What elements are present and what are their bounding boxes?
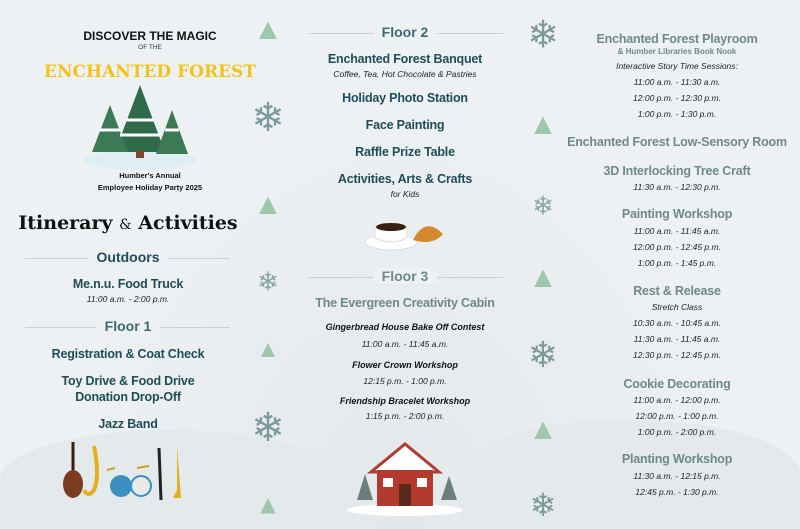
story-time-label: Interactive Story Time Sessions: bbox=[616, 61, 738, 71]
tree-icon: ▲ bbox=[528, 413, 558, 446]
section-outdoors: Outdoors bbox=[89, 249, 168, 265]
tagline: DISCOVER THE MAGIC bbox=[83, 29, 217, 43]
section-floor-2: Floor 2 bbox=[374, 24, 437, 40]
subtitle-line2: Employee Holiday Party 2025 bbox=[97, 183, 203, 192]
tree-icon: ▲ bbox=[255, 489, 281, 520]
title-part: Itinerary bbox=[18, 212, 113, 234]
photo-station: Holiday Photo Station bbox=[342, 91, 468, 105]
snowflake-icon: ❄ bbox=[251, 96, 285, 140]
gingerbread-contest: Gingerbread House Bake Off Contest bbox=[325, 322, 485, 332]
raffle-table: Raffle Prize Table bbox=[355, 145, 455, 159]
tree-craft: 3D Interlocking Tree Craft bbox=[603, 164, 751, 178]
tree-icon: ▲ bbox=[528, 108, 558, 141]
donation-drop-off: Donation Drop-Off bbox=[75, 390, 181, 404]
snowflake-icon: ❄ bbox=[251, 406, 285, 450]
snowflake-icon: ❄ bbox=[257, 266, 279, 297]
playroom: Enchanted Forest Playroom bbox=[596, 32, 758, 46]
section-floor-3: Floor 3 bbox=[374, 268, 437, 284]
rest-time: 12:30 p.m. - 12:45 p.m. bbox=[633, 350, 721, 360]
tagline-sub: OF THE bbox=[138, 44, 162, 51]
rest-release: Rest & Release bbox=[633, 284, 721, 298]
cookie-time: 1:00 p.m. - 2:00 p.m. bbox=[637, 427, 717, 437]
snowflake-icon: ❄ bbox=[527, 334, 559, 375]
playroom-sub: & Humber Libraries Book Nook bbox=[617, 47, 737, 56]
cabin-illustration bbox=[345, 440, 465, 516]
tree-icon: ▲ bbox=[253, 13, 283, 46]
tree-icon: ▲ bbox=[256, 336, 280, 363]
food-truck: Me.n.u. Food Truck bbox=[72, 277, 184, 291]
painting-time: 11:00 a.m. - 11:45 a.m. bbox=[633, 226, 721, 236]
banquet: Enchanted Forest Banquet bbox=[327, 52, 483, 66]
snowflake-icon: ❄ bbox=[529, 487, 557, 523]
snowy-trees-illustration bbox=[80, 80, 200, 170]
cookie-decorating: Cookie Decorating bbox=[623, 377, 731, 391]
activities-arts-crafts: Activities, Arts & Crafts bbox=[337, 172, 473, 186]
instruments-illustration bbox=[59, 440, 189, 504]
toy-drive: Toy Drive & Food Drive bbox=[61, 374, 195, 388]
painting-time: 12:00 p.m. - 12:45 p.m. bbox=[633, 242, 721, 252]
enchanted-forest-logo: ENCHANTED FOREST bbox=[44, 62, 256, 82]
tree-icon: ▲ bbox=[528, 261, 558, 294]
registration: Registration & Coat Check bbox=[51, 347, 205, 361]
rest-sub: Stretch Class bbox=[651, 302, 703, 312]
friendship-bracelet: Friendship Bracelet Workshop bbox=[339, 396, 471, 406]
planting-time: 12:45 p.m. - 1:30 p.m. bbox=[635, 487, 719, 497]
painting-workshop: Painting Workshop bbox=[621, 207, 733, 221]
tree-craft-time: 11:30 a.m. - 12:30 p.m. bbox=[633, 182, 721, 192]
tree-icon: ▲ bbox=[253, 188, 283, 221]
low-sensory-room: Enchanted Forest Low-Sensory Room bbox=[567, 135, 787, 149]
evergreen-cabin: The Evergreen Creativity Cabin bbox=[315, 296, 495, 310]
section-floor-1: Floor 1 bbox=[97, 318, 160, 334]
gingerbread-time: 11:00 a.m. - 11:45 a.m. bbox=[361, 339, 449, 349]
activities-sub: for Kids bbox=[390, 189, 420, 199]
jazz-band: Jazz Band bbox=[98, 417, 158, 431]
snow-hill bbox=[460, 420, 800, 529]
title-amp: & bbox=[119, 217, 132, 233]
story-time: 12:00 p.m. - 12:30 p.m. bbox=[633, 93, 721, 103]
story-time: 1:00 p.m. - 1:30 p.m. bbox=[637, 109, 717, 119]
title-part: Activities bbox=[138, 212, 238, 234]
flower-crown-time: 12:15 p.m. - 1:00 p.m. bbox=[363, 376, 447, 386]
subtitle-line1: Humber's Annual bbox=[119, 171, 181, 180]
cookie-time: 12:00 p.m. - 1:00 p.m. bbox=[635, 411, 719, 421]
cookie-time: 11:00 a.m. - 12:00 p.m. bbox=[633, 395, 721, 405]
rest-time: 10:30 a.m. - 10:45 a.m. bbox=[633, 318, 721, 328]
coffee-croissant-illustration bbox=[363, 212, 447, 252]
story-time: 11:00 a.m. - 11:30 a.m. bbox=[633, 77, 721, 87]
snowflake-icon: ❄ bbox=[532, 190, 554, 221]
planting-time: 11:30 a.m. - 12:15 p.m. bbox=[633, 471, 721, 481]
snowflake-icon: ❄ bbox=[527, 14, 559, 57]
planting-workshop: Planting Workshop bbox=[621, 452, 733, 466]
flower-crown: Flower Crown Workshop bbox=[352, 360, 458, 370]
rest-time: 11:30 a.m. - 11:45 a.m. bbox=[633, 334, 721, 344]
face-painting: Face Painting bbox=[365, 118, 445, 132]
banquet-sub: Coffee, Tea, Hot Chocolate & Pastries bbox=[333, 69, 477, 79]
page-title bbox=[18, 212, 237, 234]
painting-time: 1:00 p.m. - 1:45 p.m. bbox=[637, 258, 717, 268]
food-truck-time: 11:00 a.m. - 2:00 p.m. bbox=[86, 294, 170, 304]
friendship-bracelet-time: 1:15 p.m. - 2:00 p.m. bbox=[365, 411, 445, 421]
